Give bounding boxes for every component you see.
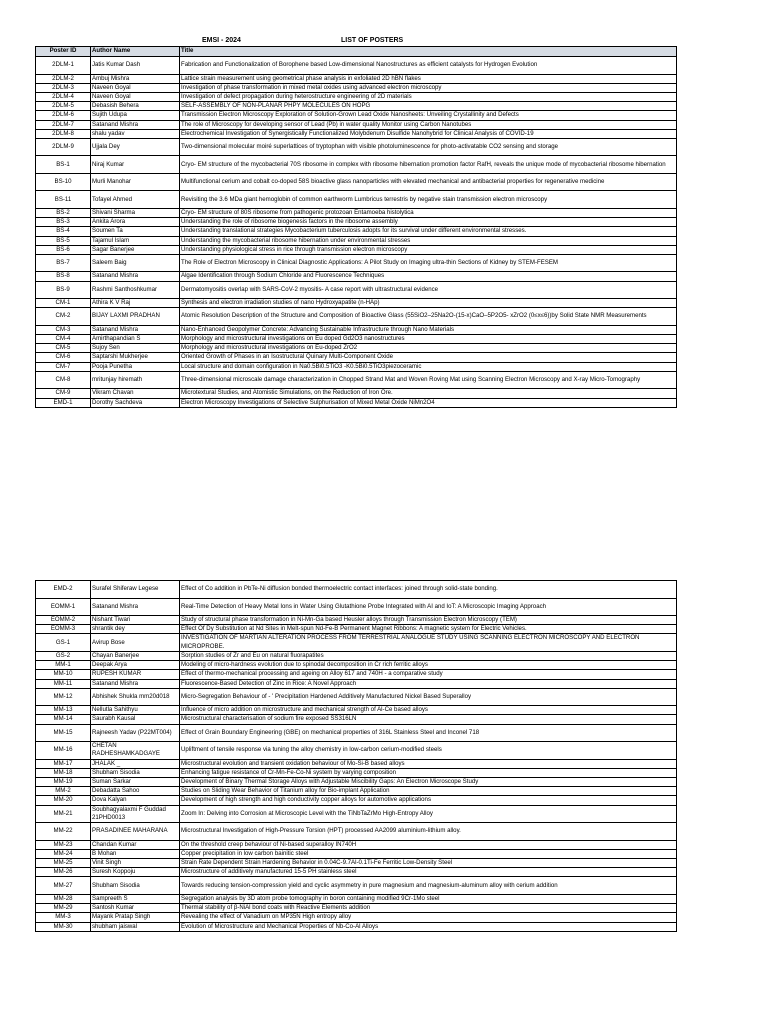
poster-id-cell: MM-15 <box>36 724 91 742</box>
table-row <box>36 913 677 922</box>
poster-title-cell: Cryo- EM structure of 80S ribosome from pathogenic protozoan Entamoeba histolytica <box>180 208 677 217</box>
poster-id-cell: MM-1 <box>36 661 91 670</box>
header-row <box>36 47 677 57</box>
event-name: EMSI - 2024 <box>202 37 241 44</box>
poster-title-cell: Copper precipitation in low carbon bainitic steel <box>180 849 677 858</box>
poster-title-cell: Local structure and domain configuration in Na0.5Bi0.5TiO3 -K0.5Bi0.5TiO3piezoceramic <box>180 362 677 371</box>
table-row <box>36 840 677 849</box>
table-row <box>36 335 677 344</box>
table-row <box>36 651 677 660</box>
poster-id-cell: CM-5 <box>36 344 91 353</box>
author-name-cell: Satanand Mishra <box>91 598 180 616</box>
poster-id-cell: MM-18 <box>36 768 91 777</box>
table-row <box>36 138 677 156</box>
poster-id-cell: BS-6 <box>36 245 91 254</box>
poster-id-cell: CM-6 <box>36 353 91 362</box>
poster-title-cell: Synthesis and electron irradiation studies of nano Hydroxyapatite (n-HAp) <box>180 299 677 308</box>
author-name-cell: Dorothy Sachdeva <box>91 398 180 407</box>
poster-title-cell: Microstructure of additively manufactured 15-5 PH stainless steel <box>180 868 677 877</box>
poster-id-cell: MM-16 <box>36 742 91 760</box>
author-name-cell: Saleem Baig <box>91 254 180 272</box>
poster-title-cell: Understanding physiological stress in rice through transmission electron microscopy <box>180 245 677 254</box>
poster-title-cell: The role of Microscopy for developing sensor of Lead (Pb) in water quality Monitor using Carbon Nanotubes <box>180 120 677 129</box>
poster-id-cell: 2DLM-5 <box>36 102 91 111</box>
table-row <box>36 299 677 308</box>
poster-id-cell: MM-3 <box>36 913 91 922</box>
poster-title-cell: Effect of Grain Boundary Engineering (GBE) on mechanical properties of 316L Stainless Steel and Inconel 718 <box>180 724 677 742</box>
author-name-cell: RUPESH KUMAR <box>91 670 180 679</box>
table-row <box>36 344 677 353</box>
poster-title-cell: Investigation of phase transformation in mixed metal oxides using advanced electron microscopy <box>180 83 677 92</box>
author-name-cell: Murli Manohar <box>91 173 180 191</box>
poster-title-cell: Enhancing fatigue resistance of Cr-Mn-Fe-Co-Ni system by varying composition <box>180 768 677 777</box>
poster-title-cell: Understanding translational strategies Mycobacterium tuberculosis adopts for its survival under different environmental stresses. <box>180 227 677 236</box>
poster-id-cell: MM-14 <box>36 715 91 724</box>
table-row <box>36 715 677 724</box>
poster-id-cell: 2DLM-9 <box>36 138 91 156</box>
poster-title-cell: Segregation analysis by 3D atom probe tomography in boron containing modified 9Cr-1Mo steel <box>180 894 677 903</box>
poster-title-cell: Algae Identification through Sodium Chloride and Fluorescence Techniques <box>180 272 677 281</box>
poster-id-cell: 2DLM-2 <box>36 74 91 83</box>
poster-id-cell: 2DLM-1 <box>36 57 91 75</box>
table-row <box>36 156 677 174</box>
table-row <box>36 245 677 254</box>
author-name-cell: shrantik dey <box>91 625 180 634</box>
author-name-cell: Saptarshi Mukherjee <box>91 353 180 362</box>
table-row <box>36 796 677 805</box>
poster-id-cell: MM-2 <box>36 787 91 796</box>
poster-id-cell: EMD-1 <box>36 398 91 407</box>
poster-id-cell: MM-22 <box>36 823 91 841</box>
poster-title-cell: Upliftment of tensile response via tuning the alloy chemistry in low-carbon cerium-modified steels <box>180 742 677 760</box>
author-name-cell: Mayank Pratap Singh <box>91 913 180 922</box>
table-row <box>36 688 677 706</box>
table-row <box>36 724 677 742</box>
table-row <box>36 111 677 120</box>
poster-title-cell: Electrochemical Investigation of Synergistically Functionalized Molybdenum Disulfide Nanohybrid for Clinical Analysis of COVID-19 <box>180 129 677 138</box>
poster-id-cell: 2DLM-4 <box>36 92 91 101</box>
author-name-cell: Debadatta Sahoo <box>91 787 180 796</box>
table-row <box>36 74 677 83</box>
poster-id-cell: EOMM-1 <box>36 598 91 616</box>
poster-id-cell: 2DLM-7 <box>36 120 91 129</box>
table-row <box>36 634 677 652</box>
table-row <box>36 868 677 877</box>
table-row <box>36 661 677 670</box>
poster-id-cell: BS-3 <box>36 218 91 227</box>
poster-title-cell: Microstructural evolution and transient oxidation behaviour of Mo-Si-B based alloys <box>180 759 677 768</box>
poster-title-cell: Cryo- EM structure of the mycobacterial 70S ribosome in complex with ribosome hibernation promotion factor RafH, reveals the unique mode of mycobacterial ribosome hibernation <box>180 156 677 174</box>
author-name-cell: Naveen Goyal <box>91 83 180 92</box>
poster-title-cell: Sorption studies of Zr and Eu on natural fluorapatites <box>180 651 677 660</box>
poster-id-cell: MM-10 <box>36 670 91 679</box>
table-row <box>36 706 677 715</box>
poster-title-cell: Understanding the mycobacterial ribosome hibernation under environmental stresses <box>180 236 677 245</box>
poster-title-cell: Lattice strain measurement using geometrical phase analysis in exfoliated 2D hBN flakes <box>180 74 677 83</box>
poster-title-cell: Microstructural Investigation of High-Pressure Torsion (HPT) processed AA2099 aluminium-lithium alloy. <box>180 823 677 841</box>
author-name-cell: Sampreeth S <box>91 894 180 903</box>
author-name-cell: Rajneesh Yadav (P22MT004) <box>91 724 180 742</box>
poster-title-cell: Oriented Growth of Phases in an Isostructural Quinary Multi-Component Oxide <box>180 353 677 362</box>
table-row <box>36 325 677 334</box>
poster-id-cell: MM-23 <box>36 840 91 849</box>
table-row <box>36 353 677 362</box>
table-row <box>36 877 677 895</box>
poster-id-cell: MM-29 <box>36 904 91 913</box>
author-name-cell: Satanand Mishra <box>91 325 180 334</box>
author-name-cell: Jatis Kumar Dash <box>91 57 180 75</box>
author-name-cell: Sujoy Sen <box>91 344 180 353</box>
author-name-cell: Chandan Kumar <box>91 840 180 849</box>
table-row <box>36 362 677 371</box>
table-row <box>36 92 677 101</box>
poster-id-cell: MM-19 <box>36 778 91 787</box>
poster-title-cell: INVESTIGATION OF MARTIAN ALTERATION PROCESS FROM TERRESTRIAL ANALOGUE STUDY USING SCANNING ELECTRON MICROSCOPY AND ELECTRON MICROPROBE. <box>180 634 677 652</box>
table-row <box>36 894 677 903</box>
author-name-cell: Santosh Kumar <box>91 904 180 913</box>
poster-title-cell: Fluorescence-Based Detection of Zinc in Rice: A Novel Approach <box>180 679 677 688</box>
table-row <box>36 742 677 760</box>
table-row <box>36 787 677 796</box>
table-row <box>36 616 677 625</box>
poster-title-cell: Development of Binary Thermal Storage Alloys with Adjustable Miscibility Gaps: An Electron Microscope Study <box>180 778 677 787</box>
poster-id-cell: MM-26 <box>36 868 91 877</box>
author-name-cell: Athira K V Raj <box>91 299 180 308</box>
poster-id-cell: 2DLM-6 <box>36 111 91 120</box>
table-row <box>36 679 677 688</box>
poster-id-cell: CM-3 <box>36 325 91 334</box>
author-name-cell: JHALAK _ <box>91 759 180 768</box>
poster-table-2 <box>35 580 677 932</box>
author-name-cell: Amirthapandian S <box>91 335 180 344</box>
poster-title-cell: Evolution of Microstructure and Mechanical Properties of Nb-Co-Al Alloys <box>180 922 677 931</box>
poster-id-cell: MM-25 <box>36 859 91 868</box>
poster-title-cell: Revisiting the 3.6 MDa giant hemoglobin of common earthworm Lumbricus terrestris by negative stain transmission electron microscopy <box>180 191 677 209</box>
author-name-cell: Soumen Ta <box>91 227 180 236</box>
table-row <box>36 768 677 777</box>
author-name-cell: Satanand Mishra <box>91 120 180 129</box>
column-header-poster-id: Poster ID <box>36 47 91 57</box>
poster-id-cell: BS-10 <box>36 173 91 191</box>
poster-title-cell: Effect of thermo-mechanical processing and ageing on Alloy 617 and 740H - a comparative study <box>180 670 677 679</box>
table-row <box>36 778 677 787</box>
poster-id-cell: MM-30 <box>36 922 91 931</box>
poster-title-cell: Study of structural phase transformation in Ni-Mn-Ga based Heusler alloys through Transmission Electron Microscopy (TEM) <box>180 616 677 625</box>
table-row <box>36 236 677 245</box>
poster-title-cell: Investigation of defect propagation during heterostructure engineering of 2D materials <box>180 92 677 101</box>
poster-id-cell: GS-2 <box>36 651 91 660</box>
author-name-cell: Chayan Banerjee <box>91 651 180 660</box>
poster-title-cell: Towards reducing tension-compression yield and cyclic asymmetry in pure magnesium and magnesium-aluminum alloy with cerium addition <box>180 877 677 895</box>
poster-title-cell: Three-dimensional microscale damage characterization in Chopped Strand Mat and Woven Roving Mat using Scanning Electron Microscopy and X-ray Micro-Tomography <box>180 371 677 389</box>
table-row <box>36 823 677 841</box>
poster-title-cell: Effect of Co addition in PbTe-Ni diffusion bonded thermoelectric contact interfaces: joined through solid-state bonding. <box>180 581 677 599</box>
poster-title-cell: Electron Microscopy Investigations of Selective Sulphurisation of Mixed Metal Oxide NiMn2O4 <box>180 398 677 407</box>
table-row <box>36 57 677 75</box>
poster-id-cell: MM-21 <box>36 805 91 823</box>
poster-id-cell: MM-20 <box>36 796 91 805</box>
poster-title-cell: Fabrication and Functionalization of Borophene based Low-dimensional Nanostructures as efficient catalysts for Hydrogen Evolution <box>180 57 677 75</box>
poster-title-cell: Modeling of micro-hardness evolution due to spinodal decomposition in Cr rich ferritic alloys <box>180 661 677 670</box>
table-row <box>36 129 677 138</box>
poster-title-cell: Microtextural Studies, and Atomistic Simulations, on the Reduction of Iron Ore. <box>180 389 677 398</box>
author-name-cell: Shubham Sisodia <box>91 877 180 895</box>
poster-title-cell: Revealing the effect of Vanadium on MP35N High entropy alloy <box>180 913 677 922</box>
poster-title-cell: Thermal stability of β-NiAl bond coats with Reactive Elements addition <box>180 904 677 913</box>
author-name-cell: Niraj Kumar <box>91 156 180 174</box>
table-row <box>36 598 677 616</box>
poster-title-cell: Transmission Electron Microscopy Exploration of Solution-Grown Lead Oxide Nanosheets: Unveiling Crystallinity and Defects <box>180 111 677 120</box>
author-name-cell: Satanand Mishra <box>91 679 180 688</box>
author-name-cell: Avirup Bose <box>91 634 180 652</box>
table-row <box>36 670 677 679</box>
poster-title-cell: Morphology and microstructural investigations on Eu doped Gd2O3 nanostructures <box>180 335 677 344</box>
poster-id-cell: BS-2 <box>36 208 91 217</box>
poster-id-cell: MM-28 <box>36 894 91 903</box>
poster-title-cell: SELF-ASSEMBLY OF NON-PLANAR PHPY MOLECULES ON HOPG <box>180 102 677 111</box>
author-name-cell: Vikram Chavan <box>91 389 180 398</box>
poster-table-2-body <box>36 581 677 932</box>
poster-title-cell: On the threshold creep behaviour of Ni-based superalloy IN740H <box>180 840 677 849</box>
poster-id-cell: BS-7 <box>36 254 91 272</box>
poster-title-cell: Real-Time Detection of Heavy Metal Ions in Water Using Glutathione Probe Integrated with AI and IoT: A Microscopic Imaging Approach <box>180 598 677 616</box>
poster-id-cell: CM-8 <box>36 371 91 389</box>
poster-title-cell: Influence of micro addition on microstructure and mechanical strength of Al-Ce based alloys <box>180 706 677 715</box>
poster-table-1 <box>35 46 677 408</box>
author-name-cell: mritunjay hiremath <box>91 371 180 389</box>
author-name-cell: PRASADINEE MAHARANA <box>91 823 180 841</box>
poster-id-cell: BS-4 <box>36 227 91 236</box>
poster-id-cell: GS-1 <box>36 634 91 652</box>
table-row <box>36 759 677 768</box>
poster-title-cell: Morphology and microstructural investigations on Eu-doped ZrO2 <box>180 344 677 353</box>
poster-title-cell: The Role of Electron Microscopy in Clinical Diagnostic Applications: A Pilot Study on Imaging ultra-thin Sections of Kidney by STEM-FESEM <box>180 254 677 272</box>
author-name-cell: Ambuj Mishra <box>91 74 180 83</box>
poster-id-cell: MM-11 <box>36 679 91 688</box>
table-row <box>36 805 677 823</box>
author-name-cell: Tajamul Islam <box>91 236 180 245</box>
author-name-cell: Pooja Punetha <box>91 362 180 371</box>
author-name-cell: shubham jaiswal <box>91 922 180 931</box>
poster-title-cell: Zoom In: Delving into Corrosion at Microscopic Level with the TiNbTaZrMo High-Entropy Alloy <box>180 805 677 823</box>
column-header-author-name: Author Name <box>91 47 180 57</box>
poster-title-cell: Micro-Segregation Behaviour of - ' Precipitation Hardened Additively Manufactured Nickel Based Superalloy <box>180 688 677 706</box>
author-name-cell: Surafel Shiferaw Legese <box>91 581 180 599</box>
author-name-cell: Satanand Mishra <box>91 272 180 281</box>
table-row <box>36 218 677 227</box>
poster-title-cell: Studies on Sliding Wear Behavior of Titanium alloy for Bio-implant Application <box>180 787 677 796</box>
author-name-cell: Vinit Singh <box>91 859 180 868</box>
author-name-cell: Nishant Tiwari <box>91 616 180 625</box>
author-name-cell: Debasish Behera <box>91 102 180 111</box>
author-name-cell: Ujjala Dey <box>91 138 180 156</box>
poster-table-1-body <box>36 57 677 408</box>
table-row <box>36 625 677 634</box>
poster-id-cell: CM-1 <box>36 299 91 308</box>
author-name-cell: BIJAY LAXMI PRADHAN <box>91 308 180 326</box>
poster-id-cell: CM-7 <box>36 362 91 371</box>
poster-title-cell: Atomic Resolution Description of the Structure and Composition of Bioactive Glass (55SiO2–25Na2O-(15-x)CaO–5P2O5- xZrO2 (0≤x≤6))by Solid State NMR Measurements <box>180 308 677 326</box>
poster-title-cell: Strain Rate Dependent Strain Hardening Behavior in 0.04C-9.7Al-0.1Ti-Fe Ferritic Low-Density Steel <box>180 859 677 868</box>
author-name-cell: Deepak Arya <box>91 661 180 670</box>
author-name-cell: Sujith Udupa <box>91 111 180 120</box>
table-row <box>36 308 677 326</box>
author-name-cell: Suman Sarkar <box>91 778 180 787</box>
poster-id-cell: CM-9 <box>36 389 91 398</box>
poster-id-cell: 2DLM-3 <box>36 83 91 92</box>
poster-title-cell: Nano-Enhanced Geopolymer Concrete: Advancing Sustainable Infrastructure through Nano Materials <box>180 325 677 334</box>
table-row <box>36 904 677 913</box>
table-row <box>36 120 677 129</box>
author-name-cell: Naveen Goyal <box>91 92 180 101</box>
poster-id-cell: CM-2 <box>36 308 91 326</box>
author-name-cell: Shubham Sisodia <box>91 768 180 777</box>
poster-id-cell: EOMM-3 <box>36 625 91 634</box>
author-name-cell: Tofayel Ahmed <box>91 191 180 209</box>
poster-id-cell: BS-9 <box>36 281 91 299</box>
poster-id-cell: BS-11 <box>36 191 91 209</box>
table-row <box>36 859 677 868</box>
table-row <box>36 272 677 281</box>
table-row <box>36 281 677 299</box>
poster-title-cell: Multifunctional cerium and cobalt co-doped 58S bioactive glass nanoparticles with elevated mechanical and antibacterial properties for regenerative medicine <box>180 173 677 191</box>
table-row <box>36 849 677 858</box>
author-name-cell: Abhishek Shukla mm20d018 <box>91 688 180 706</box>
table-row <box>36 83 677 92</box>
author-name-cell: Shivani Sharma <box>91 208 180 217</box>
author-name-cell: CHETAN RADHESHAMKADGAYE <box>91 742 180 760</box>
table-row <box>36 102 677 111</box>
poster-id-cell: MM-27 <box>36 877 91 895</box>
author-name-cell: Soubhagyalaxmi F Guddad 21PHD0013 <box>91 805 180 823</box>
poster-id-cell: 2DLM-8 <box>36 129 91 138</box>
table-row <box>36 191 677 209</box>
poster-title-cell: Microstructural characterisation of sodium fire exposed SS316LN <box>180 715 677 724</box>
poster-id-cell: MM-17 <box>36 759 91 768</box>
table-row <box>36 227 677 236</box>
author-name-cell: Ankita Arora <box>91 218 180 227</box>
poster-id-cell: MM-12 <box>36 688 91 706</box>
column-header-title: Title <box>180 47 677 57</box>
author-name-cell: Sagar Banerjee <box>91 245 180 254</box>
author-name-cell: shalu yadav <box>91 129 180 138</box>
table-row <box>36 371 677 389</box>
author-name-cell: Dova Kalyan <box>91 796 180 805</box>
poster-title-cell: Dermatomyositis overlap with SARS-CoV-2 myositis- A case report with ultrastructural evidence <box>180 281 677 299</box>
poster-id-cell: BS-5 <box>36 236 91 245</box>
author-name-cell: Suresh Koppoju <box>91 868 180 877</box>
table-row <box>36 254 677 272</box>
poster-id-cell: MM-13 <box>36 706 91 715</box>
poster-title-cell: Understanding the role of ribosome biogenesis factors in the ribosome assembly <box>180 218 677 227</box>
table-row <box>36 581 677 599</box>
poster-id-cell: EOMM-2 <box>36 616 91 625</box>
table-row <box>36 398 677 407</box>
poster-id-cell: BS-8 <box>36 272 91 281</box>
table-row <box>36 208 677 217</box>
list-title: LIST OF POSTERS <box>341 37 404 44</box>
poster-title-cell: Effect Of Dy Substitution at Nd Sites in Melt-spun Nd-Fe-B Permanent Magnet Ribbons: A magnetic system for Electric Vehicles. <box>180 625 677 634</box>
author-name-cell: Saurabh Kausal <box>91 715 180 724</box>
table-row <box>36 922 677 931</box>
author-name-cell: Rashmi Santhoshkumar <box>91 281 180 299</box>
poster-title-cell: Development of high strength and high conductivity copper alloys for automotive applications <box>180 796 677 805</box>
poster-title-cell: Two-dimensional molecular moiré superlattices of tryptophan with visible photoluminescence for photo-activatable CO2 sensing and storage <box>180 138 677 156</box>
poster-id-cell: CM-4 <box>36 335 91 344</box>
author-name-cell: B Mohan <box>91 849 180 858</box>
poster-id-cell: EMD-2 <box>36 581 91 599</box>
table-row <box>36 173 677 191</box>
author-name-cell: Nellutla Sahithyu <box>91 706 180 715</box>
table-row <box>36 389 677 398</box>
poster-id-cell: BS-1 <box>36 156 91 174</box>
poster-id-cell: MM-24 <box>36 849 91 858</box>
